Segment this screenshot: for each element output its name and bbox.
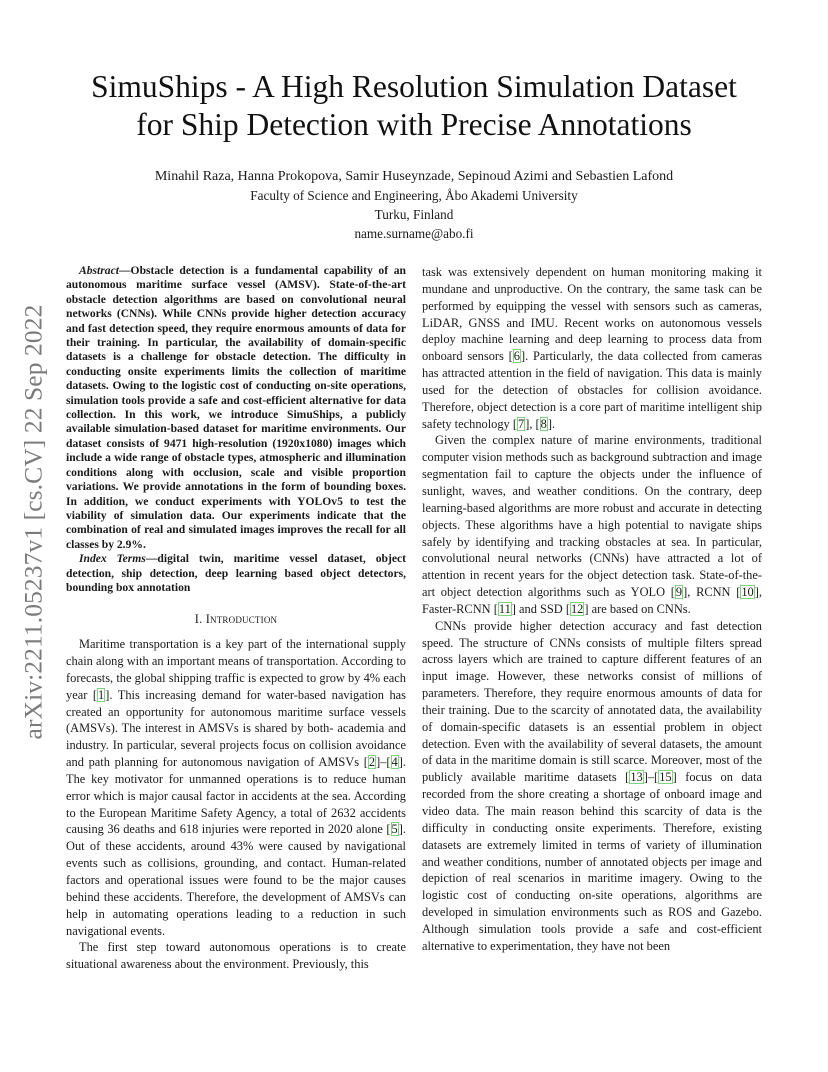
left-column — [66, 264, 406, 973]
text-run: focus on data recorded from the shore creating a shortage of onboard image and video data. The main reason behind this scarcity of data is the difficulty in conducting onsite experiments. Therefore, existing datasets are extremely limited in terms of variety of illumination and weather conditions, number of annotated objects per image and depiction of real scenarios in maritime imagery. Owing to the logistic cost of conducting on-site operations, algorithms are developed in simulation environments such as ROS and Gazebo. Although simulation tools provide a safe and cost-efficient alternative to experimentation, they have not been — [422, 770, 762, 953]
intro-paragraph-2-continued: task was extensively dependent on human monitoring making it mundane and unproductive. On the contrary, the same task can be performed by equipping the vessel with sensors such as cameras, LiDAR, GNSS and IMU. Recent works on autonomous vessels deploy machine learning and deep learning to process data from onboard sensors [6]. Particularly, the data collected from cameras has attracted attention in the field of navigation. This data is mainly used for the detection of obstacles for collision avoidance. Therefore, object detection is a core part of maritime intelligent ship safety technology [7], [8]. — [422, 265, 762, 431]
index-terms-text: —digital twin, maritime vessel dataset, object detection, ship detection, deep learning based object detectors, bounding box annotation — [66, 552, 406, 594]
text-run: are based on CNNs. — [588, 601, 691, 616]
text-run: CNNs provide higher detection accuracy and fast detection speed. The structure of CNNs consists of multiple filters spread across layers which are trained to capture different features of an input image. However, these networks consist of millions of parameters. Therefore, they require enormous amounts of data for their training. Due to the scarcity of annotated data, the availability of domain-specific datasets is an essential problem in object detection. Even with the availability of several datasets, the amount of data in the maritime domain is still scarce. Moreover, most of the publicly available maritime datasets — [422, 618, 762, 785]
intro-paragraph-4: CNNs provide higher detection accuracy and fast detection speed. The structure of CNNs consists of multiple filters spread across layers which are trained to capture different features of an input image. However, these networks consist of millions of parameters. Therefore, they require enormous amounts of data for their training. Due to the scarcity of annotated data, the availability of domain-specific datasets is an essential problem in object detection. Even with the availability of several datasets, the amount of data in the maritime domain is still scarce. Moreover, most of the publicly available maritime datasets [13]–[15] focus on data recorded from the shore creating a shortage of onboard image and video data. The main reason behind this scarcity of data is the difficulty in conducting onsite experiments. Therefore, existing datasets are extremely limited in terms of variety of illumination and weather conditions, number of annotated objects per image and depiction of real scenarios in maritime imagery. Owing to the logistic cost of conducting on-site operations, algorithms are developed in simulation environments such as ROS and Gazebo. Although simulation tools provide a safe and cost-efficient alternative to experimentation, they have not been — [422, 618, 762, 953]
citation-link[interactable]: 7 — [517, 416, 525, 431]
citation-link[interactable]: 10 — [741, 585, 754, 600]
title-line-2: for Ship Detection with Precise Annotations — [136, 107, 692, 142]
section-title-text: Introduction — [205, 612, 278, 627]
text-run: – — [647, 770, 655, 785]
email: name.surname@abo.fi — [354, 226, 474, 241]
text-run: task was extensively dependent on human monitoring making it mundane and unproductive. On the contrary, the same task can be performed by equipping the vessel with sensors such as cameras, LiDAR, GNSS and IMU. Recent works on autonomous vessels deploy machine learning and deep learning to process data from onboard sensors — [422, 265, 762, 364]
citation-link[interactable]: 9 — [675, 585, 683, 600]
abstract-text: —Obstacle detection is a fundamental capability of an autonomous maritime surface vessel (AMSV). State-of-the-art obstacle detection algorithms are based on convolutional neural networks (CNNs). While CNNs provide higher detection accuracy and fast detection speed, they require enormous amounts of data for their training. In particular, the availability of domain-specific datasets is a challenge for obstacle detection. The difficulty in conducting onsite experiments limits the collection of maritime datasets. Owing to the logistic cost of conducting on-site operations, simulation tools provide a safe and cost-efficient alternative for data collection. In this work, we introduce SimuShips, a publicly available simulation-based dataset for maritime environments. Our dataset consists of 9471 high-resolution (1920x1080) images which include a wide range of obstacle types, atmospheric and illumination conditions along with occlusion, scale and visible proportion variations. We provide annotations in the form of bounding boxes. In addition, we conduct experiments with YOLOv5 to test the viability of simulation data. Our experiments indicate that the combination of real and simulated images improves the recall for all classes by 2.9%. — [66, 264, 406, 551]
text-run: , — [529, 416, 536, 431]
text-run: – — [380, 755, 387, 770]
citation-link[interactable]: 11 — [498, 601, 511, 616]
text-run: . Particularly, the data collected from cameras has attracted attention in the field of navigation. This data is mainly used for the detection of obstacles for collision avoidance. Therefore, object detection is a core part of maritime intelligent ship safety technology — [422, 349, 762, 431]
intro-paragraph-3: Given the complex nature of marine environments, traditional computer vision methods such as background subtraction and image segmentation fail to capture the objects under the influence of sunlight, waves, and weather conditions. On the contrary, deep learning-based algorithms are more robust and accurate in detecting objects. These algorithms have a high potential to navigate ships safely by identifying and tracking obstacles at sea. In particular, convolutional neural networks (CNNs) have attracted a lot of attention in recent years for the object detection task. State-of-the-art object detection algorithms such as YOLO [9], RCNN [10], Faster-RCNN [11] and SSD [12] are based on CNNs. — [422, 433, 762, 616]
location: Turku, Finland — [374, 207, 454, 222]
paper-header — [60, 68, 768, 243]
text-run: and SSD — [515, 601, 566, 616]
title-line-1: SimuShips - A High Resolution Simulation Dataset — [91, 69, 737, 104]
index-terms — [66, 552, 406, 595]
text-run: , Faster-RCNN — [422, 585, 762, 616]
text-run: . The key motivator for unmanned operations is to reduce human error which is major causal factor in accidents at the sea. According to the European Maritime Safety Agency, a total of 2632 accidents causing 36 deaths and 618 injuries were reported in 2020 alone — [66, 755, 406, 837]
text-run: , RCNN — [687, 585, 737, 600]
author-list: Minahil Raza, Hanna Prokopova, Samir Huseynzade, Sepinoud Azimi and Sebastien Lafond — [154, 169, 674, 184]
citation-link[interactable]: 8 — [540, 416, 547, 431]
citation-link[interactable]: 1 — [98, 687, 105, 702]
intro-paragraph-2: The first step toward autonomous operations is to create situational awareness about the environment. Previously, this — [66, 940, 406, 972]
citation-link[interactable]: 6 — [513, 349, 520, 364]
right-column — [422, 264, 762, 955]
arxiv-identifier-stamp — [18, 287, 48, 757]
citation-link[interactable]: 4 — [391, 755, 398, 770]
text-run: Maritime transportation is a key part of the international supply chain along with an important means of transportation. According to forecasts, the global shipping traffic is expected to grow by 4% each year — [66, 637, 406, 702]
section-heading-introduction — [66, 611, 406, 628]
citation-link[interactable]: 12 — [570, 601, 584, 616]
text-run: . Out of these accidents, around 43% were caused by navigational events such as collisions, grounding, and contact. Human-related factors and operational issues were found to be the major causes behind these accidents. Therefore, the development of AMSVs can help in automating operations leading to a reduction in such navigational events. — [66, 822, 406, 938]
citation-link[interactable]: 15 — [659, 770, 672, 785]
section-number: I. — [194, 612, 203, 627]
arxiv-identifier-text: arXiv:2211.05237v1 [cs.CV] 22 Sep 2022 — [18, 304, 47, 740]
abstract-lead: Abstract — [79, 264, 119, 277]
text-run: . — [552, 416, 556, 431]
citation-link[interactable]: 5 — [391, 822, 398, 837]
index-terms-lead: Index Terms — [79, 552, 146, 566]
citation-link[interactable]: 13 — [630, 770, 643, 785]
affiliation: Faculty of Science and Engineering, Åbo Akademi University — [250, 188, 578, 203]
text-run: Given the complex nature of marine environments, traditional computer vision methods such as background subtraction and image segmentation fail to capture the objects under the influence of sunlight, waves, and weather conditions. On the contrary, deep learning-based algorithms are more robust and accurate in detecting objects. These algorithms have a high potential to navigate ships safely by identifying and tracking obstacles at sea. In particular, convolutional neural networks (CNNs) have attracted a lot of attention in recent years for the object detection task. State-of-the-art object detection algorithms such as YOLO — [422, 433, 762, 600]
text-run: . This increasing demand for water-based navigation has created an opportunity for autonomous maritime surface vessels (AMSVs). The interest in AMSVs is shared by both- academia and industry. In particular, several projects focus on collision avoidance and path planning for autonomous navigation of AMSVs — [66, 687, 406, 770]
citation-link[interactable]: 2 — [368, 755, 376, 770]
paper-title — [60, 68, 768, 144]
abstract — [66, 264, 406, 552]
intro-paragraph-1: Maritime transportation is a key part of the international supply chain along with an important means of transportation. According to forecasts, the global shipping traffic is expected to grow by 4% each year [1]. This increasing demand for water-based navigation has created an opportunity for autonomous maritime surface vessels (AMSVs). The interest in AMSVs is shared by both- academia and industry. In particular, several projects focus on collision avoidance and path planning for autonomous navigation of AMSVs [2]–[4]. The key motivator for unmanned operations is to reduce human error which is major causal factor in accidents at the sea. According to the European Maritime Safety Agency, a total of 2632 accidents causing 36 deaths and 618 injuries were reported in 2020 alone [5]. Out of these accidents, around 43% were caused by navigational events such as collisions, grounding, and contact. Human-related factors and operational issues were found to be the major causes behind these accidents. Therefore, the development of AMSVs can help in automating operations leading to a reduction in such navigational events. — [66, 637, 406, 938]
